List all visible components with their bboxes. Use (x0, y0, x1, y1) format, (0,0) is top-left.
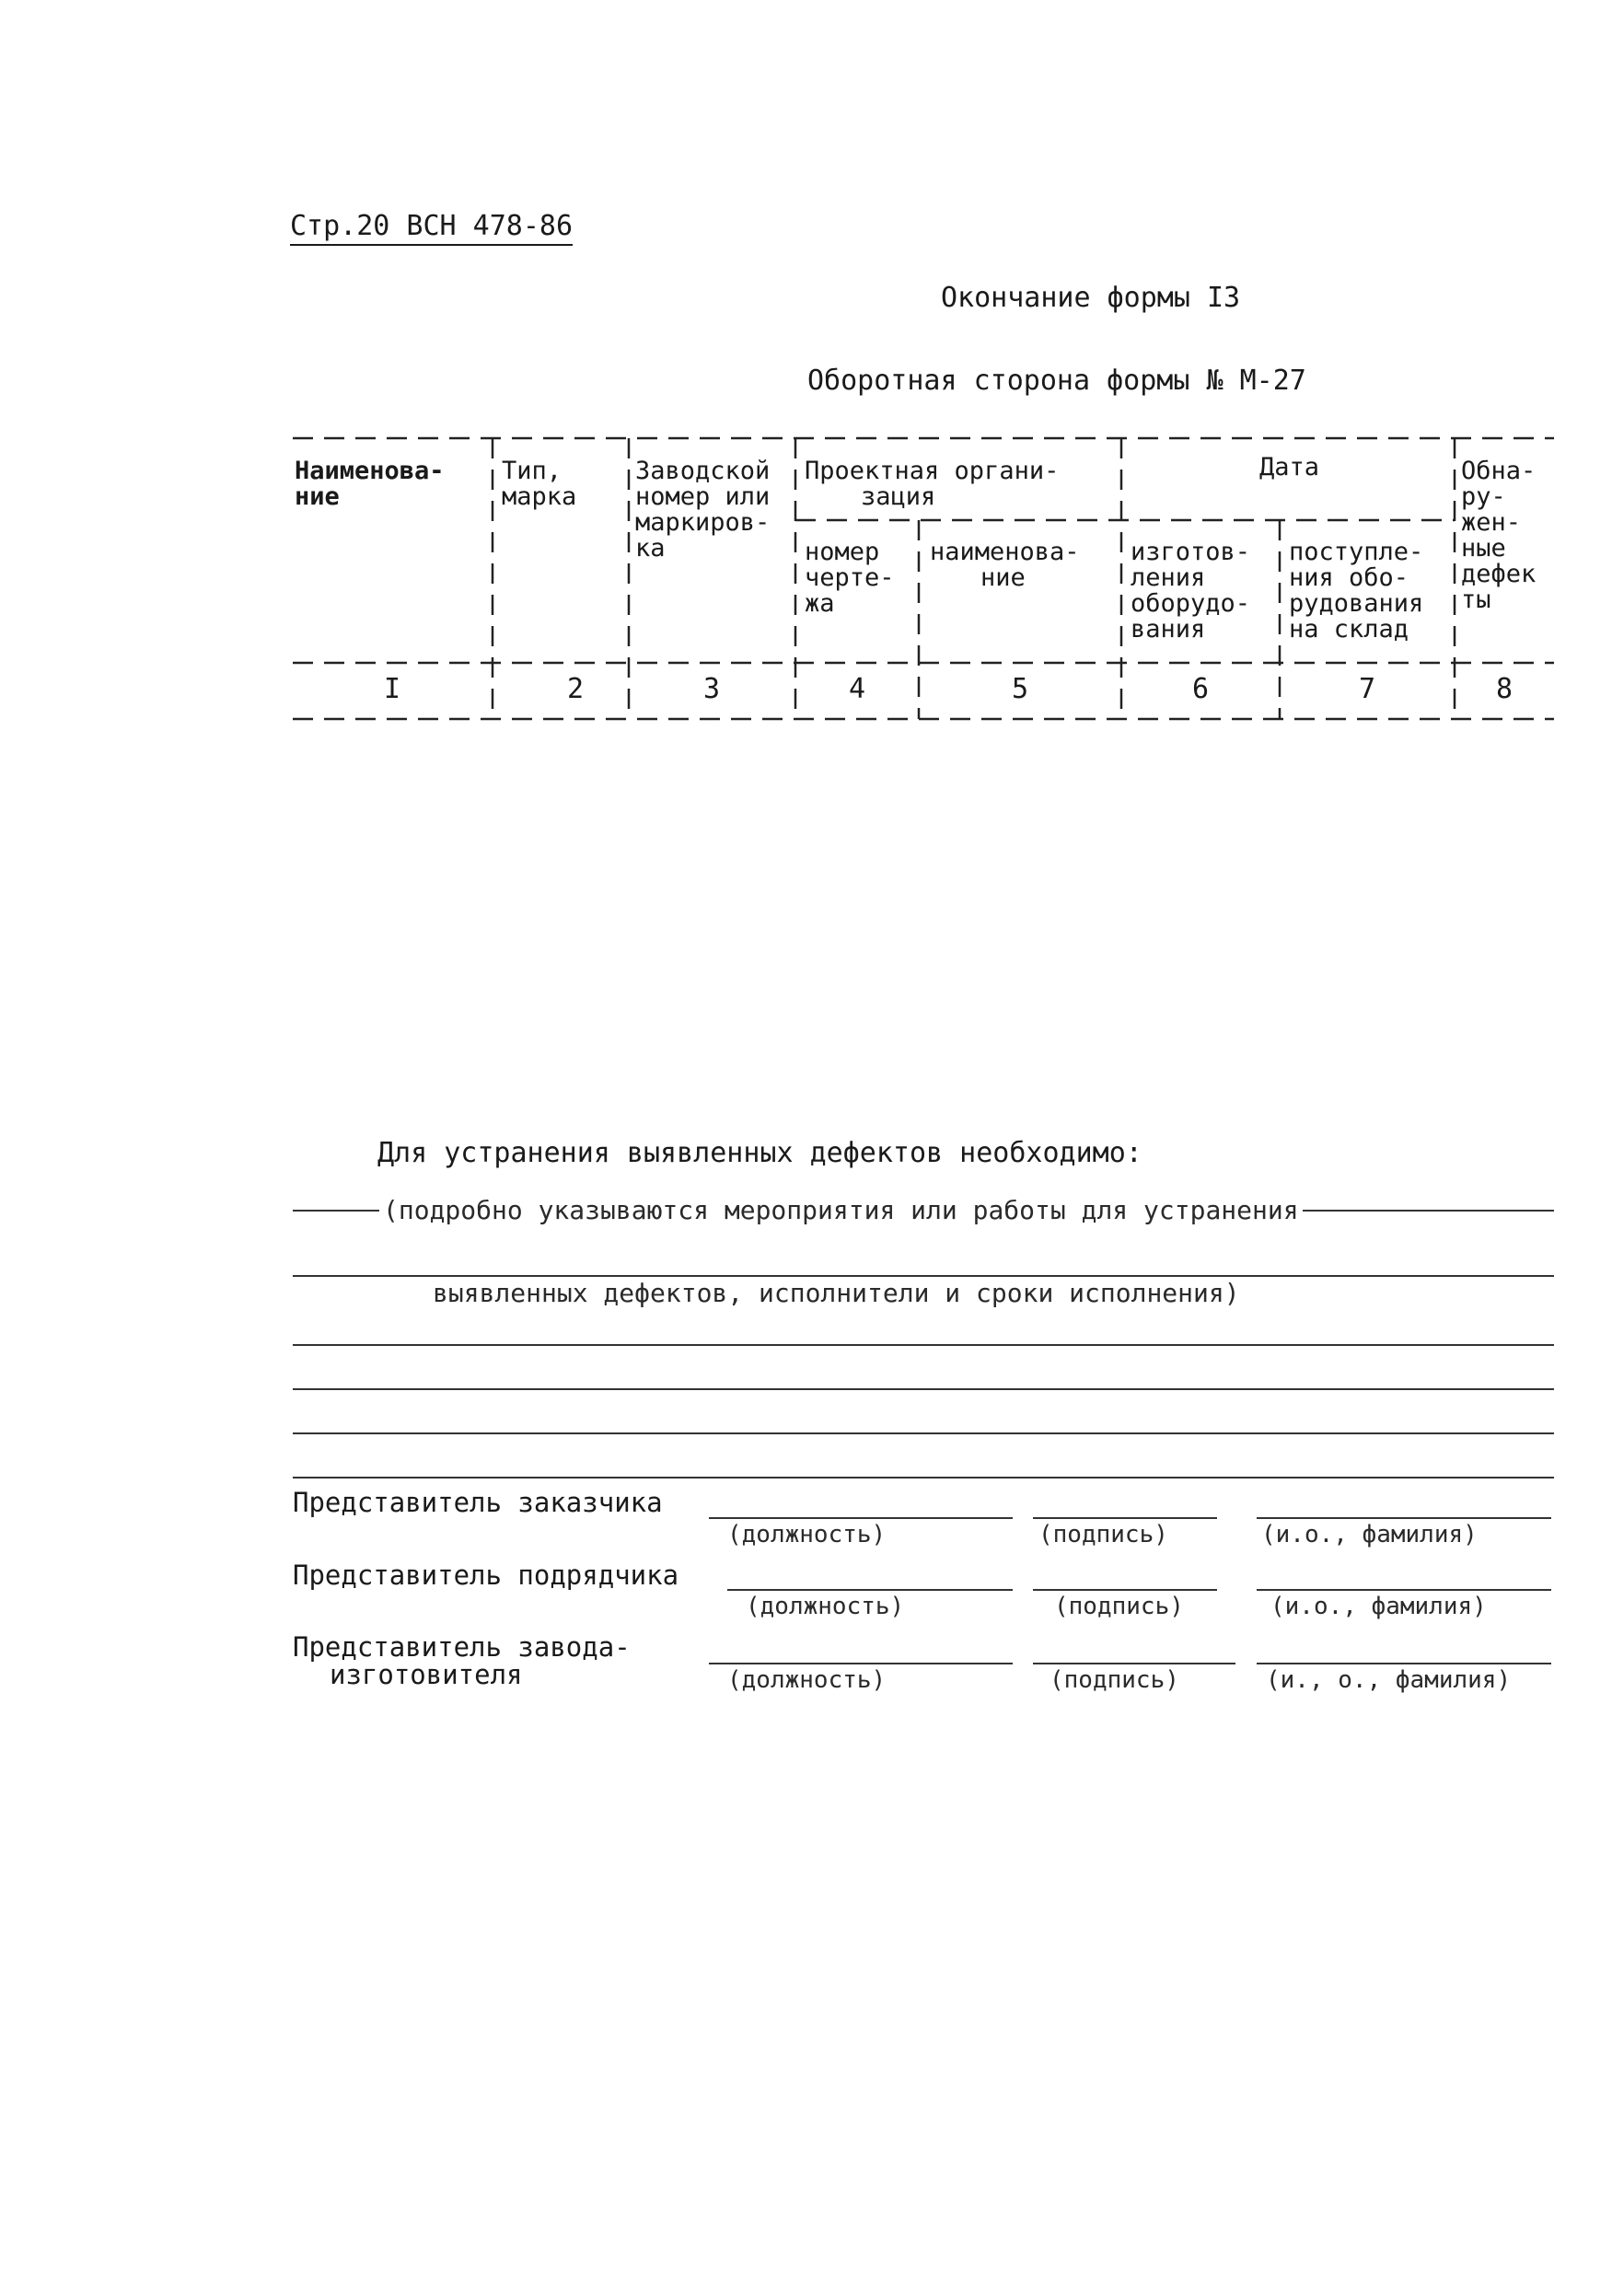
col-number-1: I (383, 673, 401, 705)
manufacturer-position-caption: (должность) (727, 1666, 887, 1694)
manufacturer-name-line (1257, 1663, 1551, 1664)
col2-line2: марка (502, 482, 577, 511)
col7-line2: ния обо- (1289, 563, 1409, 592)
customer-signature-line (1033, 1517, 1217, 1519)
document-reference: Стр.20 ВСН 478-86 (290, 210, 573, 246)
col3-line4: ка (635, 534, 666, 562)
remedy-fill-line-2 (293, 1275, 1554, 1277)
customer-position-caption: (должность) (727, 1521, 887, 1548)
remedy-fill-line-4 (293, 1388, 1554, 1390)
contractor-signature-line (1033, 1589, 1217, 1591)
col7-line3: рудования (1289, 589, 1424, 618)
col8-line2: ру- (1461, 482, 1506, 511)
col3-line2: номер или (635, 482, 771, 511)
col8-line5: дефек (1461, 560, 1537, 588)
remedy-fill-line-3 (293, 1344, 1554, 1346)
col6-line4: вания (1131, 615, 1206, 644)
col7-line4: на склад (1289, 615, 1409, 644)
col4-line1: номер (805, 538, 880, 566)
remedy-note-line-2: выявленных дефектов, исполнители и сроки исполнения) (433, 1278, 1240, 1308)
manufacturer-position-line (709, 1663, 1013, 1664)
col4-line2: черте- (805, 563, 895, 592)
contractor-position-line (727, 1589, 1013, 1591)
col-number-5: 5 (1011, 673, 1029, 705)
col-number-8: 8 (1495, 673, 1513, 705)
col-number-7: 7 (1358, 673, 1376, 705)
manufacturer-rep-label-line2: изготовителя (330, 1659, 523, 1690)
date-group-label: Дата (1259, 453, 1320, 481)
col2-line1: Тип, (502, 457, 562, 485)
contractor-name-line (1257, 1589, 1551, 1591)
contractor-position-caption: (должность) (746, 1593, 905, 1620)
project-org-line1: Проектная органи- (805, 457, 1060, 485)
reverse-side-caption: Оборотная сторона формы № М-27 (807, 365, 1306, 397)
equipment-table (0, 0, 1612, 755)
col8-line3: жен- (1461, 508, 1522, 537)
remedy-lead-text: Для устранения выявленных дефектов необходимо: (377, 1137, 1142, 1169)
col5-line1: наименова- (930, 538, 1080, 566)
project-org-line2: зация (861, 482, 936, 511)
remedy-fill-line-5 (293, 1432, 1554, 1434)
customer-signature-caption: (подпись) (1038, 1521, 1168, 1548)
col-number-6: 6 (1191, 673, 1210, 705)
contractor-signature-caption: (подпись) (1054, 1593, 1184, 1620)
col7-line1: поступле- (1289, 538, 1424, 566)
contractor-name-caption: (и.о., фамилия) (1270, 1593, 1487, 1620)
contractor-rep-label: Представитель подрядчика (293, 1560, 679, 1591)
customer-name-caption: (и.о., фамилия) (1261, 1521, 1478, 1548)
col1-line2: ние (295, 482, 340, 511)
col6-line1: изготов- (1131, 538, 1251, 566)
customer-name-line (1257, 1517, 1551, 1519)
remedy-fill-line-6 (293, 1477, 1554, 1478)
form-end-caption: Окончание формы I3 (941, 282, 1241, 314)
col-number-4: 4 (848, 673, 866, 705)
customer-rep-label: Представитель заказчика (293, 1487, 663, 1518)
manufacturer-signature-caption: (подпись) (1050, 1666, 1179, 1694)
customer-position-line (709, 1517, 1013, 1519)
col6-line3: оборудо- (1131, 589, 1251, 618)
col-number-3: 3 (702, 673, 721, 705)
col5-line2: ние (980, 563, 1026, 592)
col-number-2: 2 (566, 673, 585, 705)
manufacturer-rep-label-line1: Представитель завода- (293, 1631, 631, 1663)
col4-line3: жа (805, 589, 835, 618)
col8-line1: Обна- (1461, 457, 1537, 485)
col3-line3: маркиров- (635, 508, 771, 537)
remedy-note-line-1: (подробно указываются мероприятия или работы для устранения (379, 1195, 1303, 1225)
manufacturer-name-caption: (и., о., фамилия) (1266, 1666, 1512, 1694)
col8-line6: ты (1461, 586, 1491, 614)
col1-line1: Наименова- (295, 457, 445, 485)
col8-line4: ные (1461, 534, 1506, 562)
manufacturer-signature-line (1033, 1663, 1235, 1664)
col3-line1: Заводской (635, 457, 771, 485)
col6-line2: ления (1131, 563, 1206, 592)
